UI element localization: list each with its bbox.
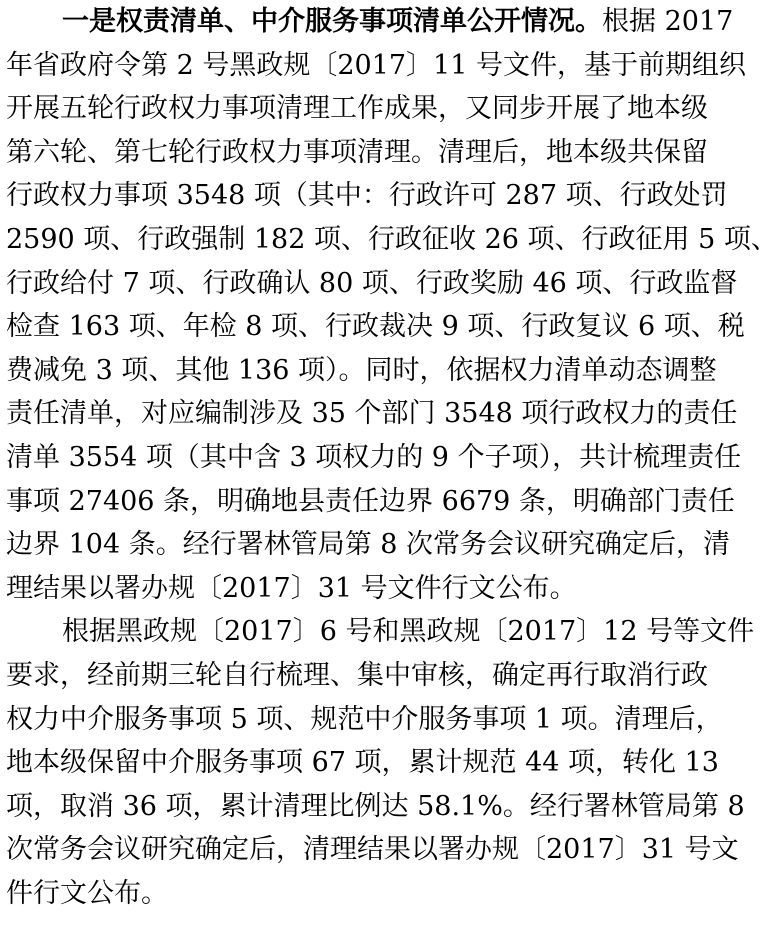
- paragraph-2-line-2: 要求，经前期三轮自行梳理、集中审核，确定再行取消行政: [6, 660, 708, 691]
- paragraph-1-line-11: 清单 3554 项（其中含 3 项权力的 9 个子项），共计梳理责任: [6, 442, 742, 473]
- paragraph-1-line-9: 费减免 3 项、其他 136 项）。同时，依据权力清单动态调整: [6, 354, 717, 386]
- paragraph-1-line-7: 行政给付 7 项、行政确认 80 项、行政奖励 46 项、行政监督: [6, 267, 738, 299]
- paragraph-1-line-13: 边界 104 条。经行署林管局第 8 次常务会议研究确定后，清: [6, 529, 731, 561]
- paragraph-1-line-4: 第六轮、第七轮行政权力事项清理。清理后，地本级共保留: [6, 136, 708, 168]
- paragraph-1-line-14: 理结果以署办规〔2017〕31 号文件行文公布。: [6, 572, 577, 604]
- paragraph-1-line-3: 开展五轮行政权力事项清理工作成果，又同步开展了地本级: [6, 93, 708, 125]
- paragraph-2-line-3: 权力中介服务事项 5 项、规范中介服务事项 1 项。清理后，: [6, 703, 723, 735]
- paragraph-1-line-2: 年省政府令第 2 号黑政规〔2017〕11 号文件，基于前期组织: [6, 49, 746, 81]
- paragraph-1-line-5: 行政权力事项 3548 项（其中：行政许可 287 项、行政处罚: [6, 180, 728, 212]
- paragraph-1-line-8: 检查 163 项、年检 8 项、行政裁决 9 项、行政复议 6 项、税: [6, 311, 745, 343]
- paragraph-2-line-4: 地本级保留中介服务事项 67 项，累计规范 44 项，转化 13: [6, 747, 719, 779]
- paragraph-2-line-6: 次常务会议研究确定后，清理结果以署办规〔2017〕31 号文: [6, 834, 739, 866]
- paragraph-1-line-10: 责任清单，对应编制涉及 35 个部门 3548 项行政权力的责任: [6, 398, 738, 430]
- paragraph-1-line-1: [62, 2, 734, 42]
- section-heading: 一是权责清单、中介服务事项清单公开情况。: [62, 6, 602, 37]
- paragraph-2-line-7: 件行文公布。: [6, 878, 168, 909]
- paragraph-1-line-6: 2590 项、行政强制 182 项、行政征收 26 项、行政征用 5 项、: [6, 224, 778, 255]
- paragraph-1-line-12: 事项 27406 条，明确地县责任边界 6679 条，明确部门责任: [6, 485, 735, 517]
- paragraph-2-line-1: 根据黑政规〔2017〕6 号和黑政规〔2017〕12 号等文件: [62, 616, 755, 648]
- paragraph-1-line-1-text: 根据 2017: [602, 6, 734, 37]
- paragraph-2-line-5: 项，取消 36 项，累计清理比例达 58.1%。经行署林管局第 8: [6, 790, 745, 822]
